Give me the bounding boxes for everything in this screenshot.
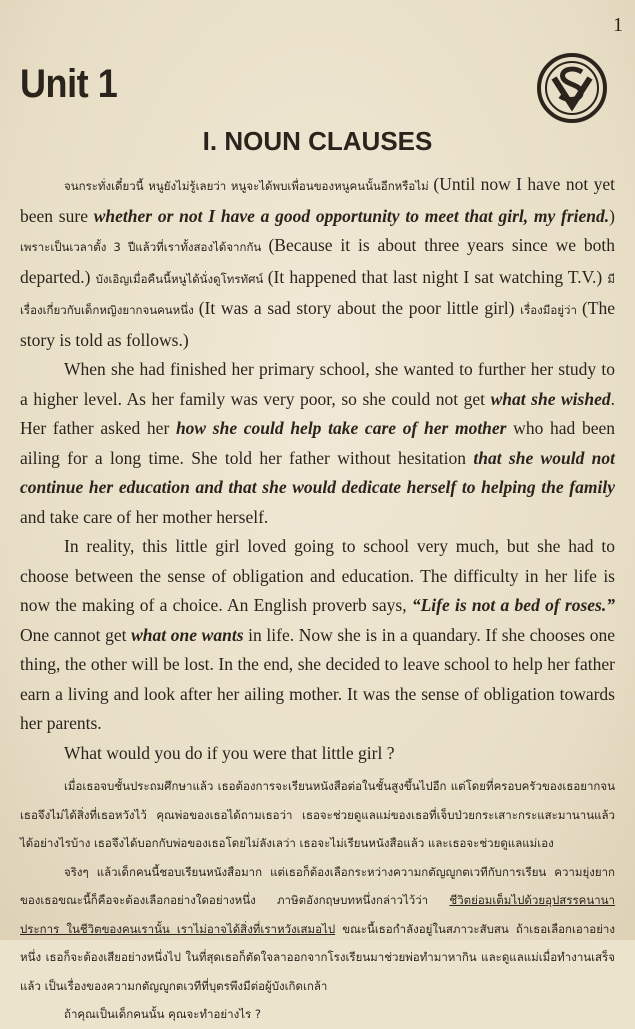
text-segment: จริงๆ แล้วเด็กคนนี้ชอบเรียนหนังสือมาก แต่เธอก็ต้องเลือกระหว่างความกตัญญูกตเวทีกับการเรียน ความยุ่งยากของเธอขณะนี้ก็คือจะต้องเลือกอย่างใดอย่างหนึ่ง ภาษิตอังกฤษบทหนึ่งกล่าวไว้ว่า xyxy=(20,864,615,907)
body-text xyxy=(20,170,615,1029)
text-segment: เมื่อเธอจบชั้นประถมศึกษาแล้ว เธอต้องการจะเรียนหนังสือต่อในชั้นสูงขึ้นไปอีก แต่โดยที่ครอบครัวของเธอยากจน เธอจึงไม่ได้สิ่งที่เธอหวังไว้ คุณพ่อของเธอได้ถามเธอว่า เธอจะช่วยดูแลแม่ของเธอที่เจ็บป่วยกระเสาะกระแสะมานานแล้วได้อย่างไรบ้าง เธอจึงได้บอกกับพ่อของเธอโดยไม่ลังเลว่า เธอจะไม่เรียนหนังสือแล้ว และเธอจะช่วยดูแลแม่เอง xyxy=(20,779,615,850)
paragraph xyxy=(20,532,615,739)
thai-translation xyxy=(20,772,615,1029)
paragraph xyxy=(20,739,615,769)
emphasized-noun-clause: “Life is not a bed of roses.” xyxy=(411,595,615,615)
text-segment: In reality, this little girl loved going to school very much, but she had to choose between the sense of obligation and education. The difficulty in her life is now the making of a choice. An English proverb says, xyxy=(20,536,615,615)
text-segment: in life. Now she is in a quandary. If she chooses one thing, the other will be lost. In the end, she decided to leave school to help her father earn a living and look after her ailing mother. It was the sense of obligation towards her parents. xyxy=(20,624,615,733)
thai-paragraph xyxy=(20,1000,615,1029)
unit-title: Unit 1 xyxy=(20,62,118,106)
text-segment: who had been ailing for a long time. She told her father without hesitation xyxy=(20,418,615,468)
publisher-logo xyxy=(536,52,608,124)
emphasized-noun-clause: how she could help take care of her mother xyxy=(175,418,507,438)
text-segment: ) xyxy=(609,205,615,226)
thai-text: เพราะเป็นเวลาตั้ง 3 ปีแล้วที่เราทั้งสองได้จากกัน xyxy=(20,240,269,254)
page-number: 1 xyxy=(613,14,623,36)
thai-text: บังเอิญเมื่อคืนนี้หนูได้นั่งดูโทรทัศน์ xyxy=(95,271,268,286)
text-segment: . Her father asked her xyxy=(20,388,615,438)
emphasized-noun-clause: what she wished xyxy=(490,388,611,409)
text-segment: (It was a sad story about the poor little girl) xyxy=(198,298,521,318)
english-text xyxy=(20,170,615,768)
text-segment: One cannot get xyxy=(20,624,132,645)
text-segment: (Until now I have not yet been sure xyxy=(20,174,615,226)
text-segment: (It happened that last night I sat watching T.V.) xyxy=(267,266,608,287)
text-segment: What would you do if you were that little girl ? xyxy=(64,742,395,763)
thai-paragraph xyxy=(20,772,615,858)
paragraph xyxy=(20,355,615,532)
emphasized-noun-clause: that she would not continue her education and that she would dedicate herself to helping the family xyxy=(20,447,615,497)
text-segment: ขณะนี้เธอกำลังอยู่ในสภาวะสับสน ถ้าเธอเลือกเอาอย่างหนึ่ง เธอก็จะต้องเสียอย่างหนึ่งไป ในที่สุดเธอก็ตัดใจลาออกจากโรงเรียนมาช่วยพ่อทำมาหากิน และดูแลแม่เมื่อทำงานเสร็จแล้ว เป็นเรื่องของความกตัญญูกตเวทีที่บุตรพึงมีต่อผู้บังเกิดเกล้า xyxy=(20,921,616,993)
thai-text: มีเรื่องเกี่ยวกับเด็กหญิงยากจนคนหนึ่ง xyxy=(20,271,615,317)
thai-paragraph xyxy=(20,858,615,1001)
text-segment: ถ้าคุณเป็นเด็กคนนั้น คุณจะทำอย่างไร ? xyxy=(64,1007,261,1021)
text-segment: (The story is told as follows.) xyxy=(20,298,615,350)
section-heading: I. NOUN CLAUSES xyxy=(202,126,433,156)
emphasized-noun-clause: what one wants xyxy=(131,624,244,645)
emphasized-noun-clause: whether or not I have a good opportunity to meet that girl, my friend. xyxy=(93,205,610,226)
thai-text: เรื่องมีอยู่ว่า xyxy=(520,303,582,317)
text-segment: ชีวิตย่อมเต็มไปด้วยอุปสรรคนานาประการ ในชีวิตของคนเรานั้น เราไม่อาจได้สิ่งที่เราหวังเสมอไป xyxy=(20,893,615,936)
thai-text: จนกระทั่งเดี๋ยวนี้ หนูยังไม่รู้เลยว่า หนูจะได้พบเพื่อนของหนูคนนั้นอีกหรือไม่ xyxy=(64,179,434,193)
text-segment: When she had finished her primary school, she wanted to further her study to a higher level. As her family was very poor, so she could not get xyxy=(20,359,615,409)
text-segment: and take care of her mother herself. xyxy=(20,506,269,527)
paragraph xyxy=(20,170,615,355)
text-segment: (Because it is about three years since we both departed.) xyxy=(20,235,615,287)
